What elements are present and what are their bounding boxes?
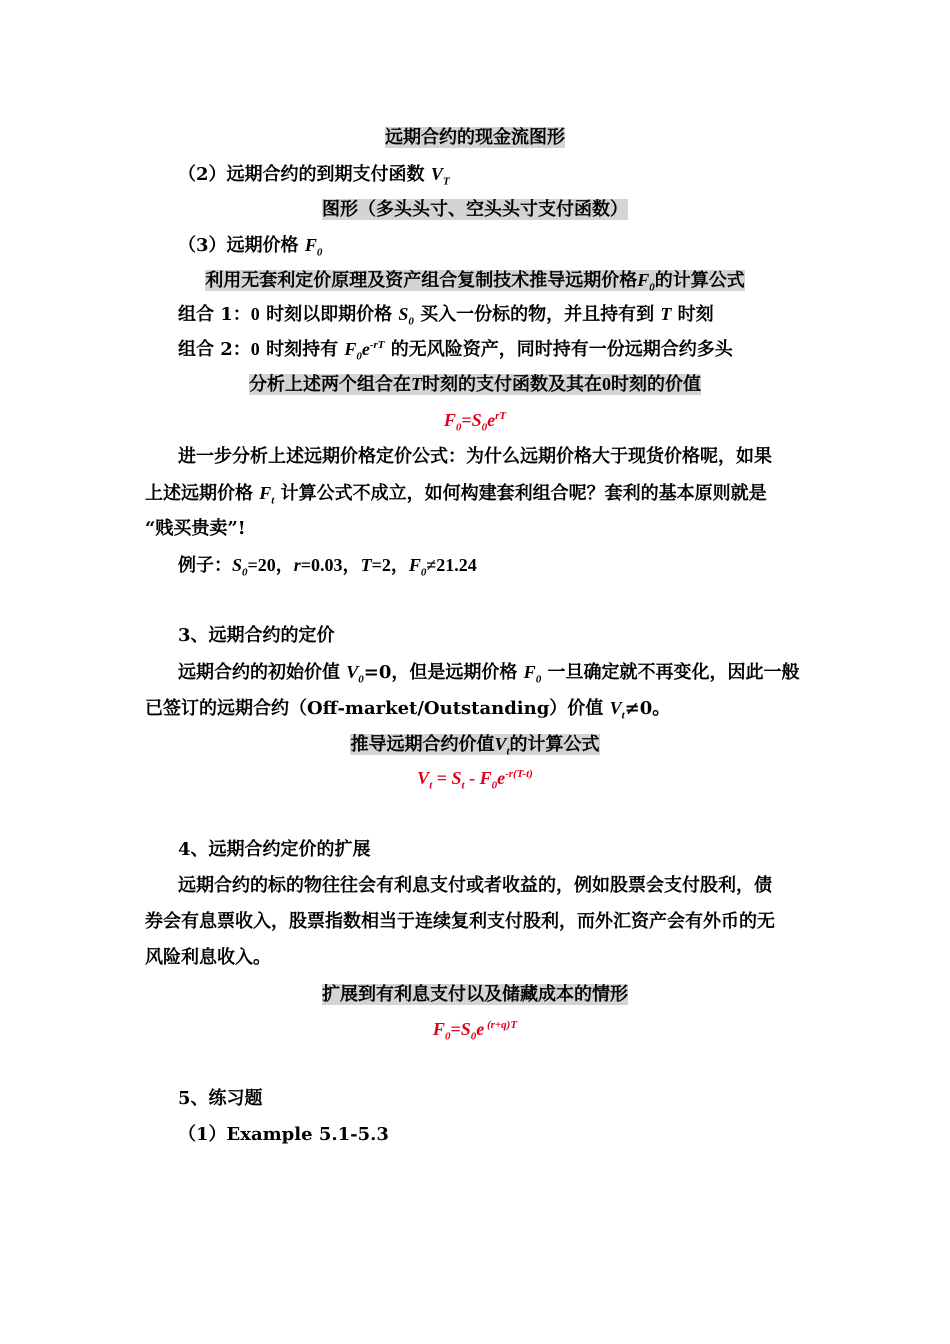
f2-sup: -r(T-t)	[505, 768, 533, 780]
section-3-title-text: 3、远期合约的定价	[178, 625, 335, 646]
example-v2: =0.03，	[300, 555, 361, 575]
para-analysis-line-2	[0, 481, 950, 506]
f2-minus: -	[464, 768, 480, 788]
para-analysis-line-3	[0, 517, 950, 541]
heading-derive-value	[0, 732, 950, 757]
item-forward-price-label: （3）远期价格	[178, 235, 299, 256]
f3-eq: =	[450, 1019, 461, 1039]
f2-f: F	[479, 768, 492, 788]
heading-derive-var: F	[637, 270, 650, 290]
section-5-item-1	[0, 1123, 950, 1147]
heading-analyze-c: 时刻的价值	[611, 374, 701, 395]
heading-vt-sub: t	[506, 745, 510, 758]
section-3-text-2a: 已签订的远期合约（Off-market/Outstanding）价值	[145, 698, 610, 719]
section-3-text-1b: =0，但是远期价格	[363, 662, 524, 683]
combo-1-text-c: 时刻	[671, 304, 714, 325]
combo-1-var-t: T	[660, 304, 672, 324]
var-f: F	[304, 235, 317, 255]
sub-t: T	[442, 175, 450, 188]
f1-f: F	[443, 410, 456, 430]
example-f-sub: 0	[420, 566, 427, 579]
combo-1-zero: 0	[250, 304, 260, 324]
combo-2-text-a: 时刻持有	[259, 339, 345, 360]
section-3-text-2b: ≠0。	[624, 698, 671, 719]
heading-analyze-a: 分析上述两个组合在	[249, 374, 411, 395]
sub-0: 0	[316, 246, 323, 259]
section-3-line-2	[0, 696, 950, 721]
formula-forward-price	[0, 408, 950, 433]
section-4-line-3	[0, 946, 950, 970]
para-analysis-text-3: “贱买贵卖”!	[145, 518, 246, 539]
f2-eq: =	[432, 768, 452, 788]
f3-s: S	[460, 1019, 471, 1039]
section-3-line-1	[0, 660, 950, 685]
f3-f: F	[432, 1019, 445, 1039]
heading-analyze-zero: 0	[602, 374, 611, 394]
f1-e: e	[487, 410, 496, 430]
f1-sup: rT	[495, 410, 507, 422]
section-3-var-vt: V	[609, 698, 622, 718]
heading-analyze-b: 时刻的支付函数及其在	[422, 374, 602, 395]
heading-extension	[0, 983, 950, 1007]
heading-derive-highlight	[205, 270, 745, 294]
section-3-text-1c: 一旦确定就不再变化，因此一般	[541, 662, 800, 683]
section-3-sub-t: t	[621, 709, 625, 722]
section-3-text-1a: 远期合约的初始价值	[178, 662, 347, 683]
example-v4: ≠21.24	[426, 555, 477, 575]
item-payoff-function	[0, 162, 950, 187]
combo-2-text-b: 的无风险资产，同时持有一份远期合约多头	[384, 339, 733, 360]
example-f: F	[408, 555, 421, 575]
item-forward-price	[0, 233, 950, 258]
heading-vt-b: 的计算公式	[509, 734, 600, 755]
section-3-title	[0, 624, 950, 648]
section-4-line-2	[0, 910, 950, 934]
example-t: T	[360, 555, 372, 575]
combo-2-label: 组合 2：	[178, 339, 251, 360]
heading-extension-text: 扩展到有利息支付以及储藏成本的情形	[322, 984, 628, 1005]
heading-vt-var: V	[494, 734, 507, 754]
f2-s-sub: t	[461, 779, 465, 792]
heading-shapes	[0, 198, 950, 222]
f2-e: e	[497, 768, 506, 788]
example-label: 例子：	[178, 555, 232, 576]
f3-sup: (r+q)T	[484, 1019, 518, 1031]
f1-s-sub: 0	[481, 421, 488, 434]
example-v1: =20，	[247, 555, 294, 575]
combo-1	[0, 302, 950, 327]
item-payoff-label: （2）远期合约的到期支付函数	[178, 164, 425, 185]
section-5-title	[0, 1087, 950, 1111]
f2-s: S	[451, 768, 462, 788]
section-3-sub-0: 0	[358, 673, 364, 686]
heading-shapes-text: 图形（多头头寸、空头头寸支付函数）	[322, 199, 628, 220]
formula-extension	[0, 1017, 950, 1042]
section-5-item-1-text: （1）Example 5.1-5.3	[178, 1124, 389, 1145]
para-analysis-text-2b: 计算公式不成立，如何构建套利组合呢？套利的基本原则就是	[274, 483, 767, 504]
section-4-title-text: 4、远期合约定价的扩展	[178, 839, 371, 860]
combo-2-zero: 0	[250, 339, 260, 359]
heading-cashflow-text: 远期合约的现金流图形	[385, 127, 565, 148]
heading-derive-forward	[0, 268, 950, 293]
heading-cashflow	[0, 126, 950, 150]
formula-forward-value	[0, 766, 950, 791]
combo-2-sup: -rT	[369, 339, 385, 351]
f2-v-sub: t	[429, 779, 433, 792]
combo-1-var-s: S	[398, 304, 409, 324]
example-s-sub: 0	[242, 566, 248, 579]
heading-derive-b: 的计算公式	[654, 270, 745, 291]
section-5-title-text: 5、练习题	[178, 1088, 263, 1109]
example-s: S	[232, 555, 243, 575]
f1-eq: =	[461, 410, 472, 430]
f3-f-sub: 0	[444, 1030, 451, 1043]
para-analysis-sub-t: t	[271, 494, 275, 507]
heading-analyze-t: T	[411, 374, 422, 394]
f1-f-sub: 0	[455, 421, 462, 434]
section-4-text-1: 远期合约的标的物往往会有利息支付或者收益的，例如股票会支付股利，债	[178, 875, 772, 896]
combo-1-label: 组合 1：	[178, 304, 251, 325]
f2-v: V	[417, 768, 430, 788]
section-4-line-1	[0, 874, 950, 898]
f2-f-sub: 0	[491, 779, 498, 792]
heading-derive-value-highlight	[350, 734, 600, 758]
section-3-var-f: F	[523, 662, 536, 682]
heading-analyze-highlight	[249, 374, 701, 395]
var-v: V	[430, 164, 443, 184]
para-analysis-text-1: 进一步分析上述远期价格定价公式：为什么远期价格大于现货价格呢，如果	[178, 446, 772, 467]
combo-2-var-f: F	[344, 339, 357, 359]
combo-2-sub: 0	[356, 350, 362, 363]
section-4-title	[0, 838, 950, 862]
heading-analyze	[0, 372, 950, 397]
heading-derive-sub: 0	[649, 281, 655, 294]
f3-s-sub: 0	[470, 1030, 477, 1043]
example-r: r	[293, 555, 301, 575]
combo-1-text-b: 买入一份标的物，并且持有到	[413, 304, 661, 325]
f1-s: S	[471, 410, 482, 430]
section-4-text-3: 风险利息收入。	[145, 947, 271, 968]
combo-2	[0, 337, 950, 362]
example-v3: =2，	[371, 555, 409, 575]
combo-2-e: e	[361, 339, 370, 359]
combo-1-text-a: 时刻以即期价格	[259, 304, 399, 325]
para-analysis-text-2a: 上述远期价格	[145, 483, 260, 504]
section-3-sub-f0: 0	[535, 673, 542, 686]
heading-derive-a: 利用无套利定价原理及资产组合复制技术推导远期价格	[205, 270, 638, 291]
combo-1-sub: 0	[408, 315, 414, 328]
f3-e: e	[476, 1019, 485, 1039]
para-analysis-var-f: F	[259, 483, 272, 503]
section-4-text-2: 券会有息票收入，股票指数相当于连续复利支付股利，而外汇资产会有外币的无	[145, 911, 775, 932]
heading-vt-a: 推导远期合约价值	[350, 734, 495, 755]
section-3-var-v: V	[346, 662, 359, 682]
example-line	[0, 553, 950, 578]
para-analysis-line-1	[0, 445, 950, 469]
